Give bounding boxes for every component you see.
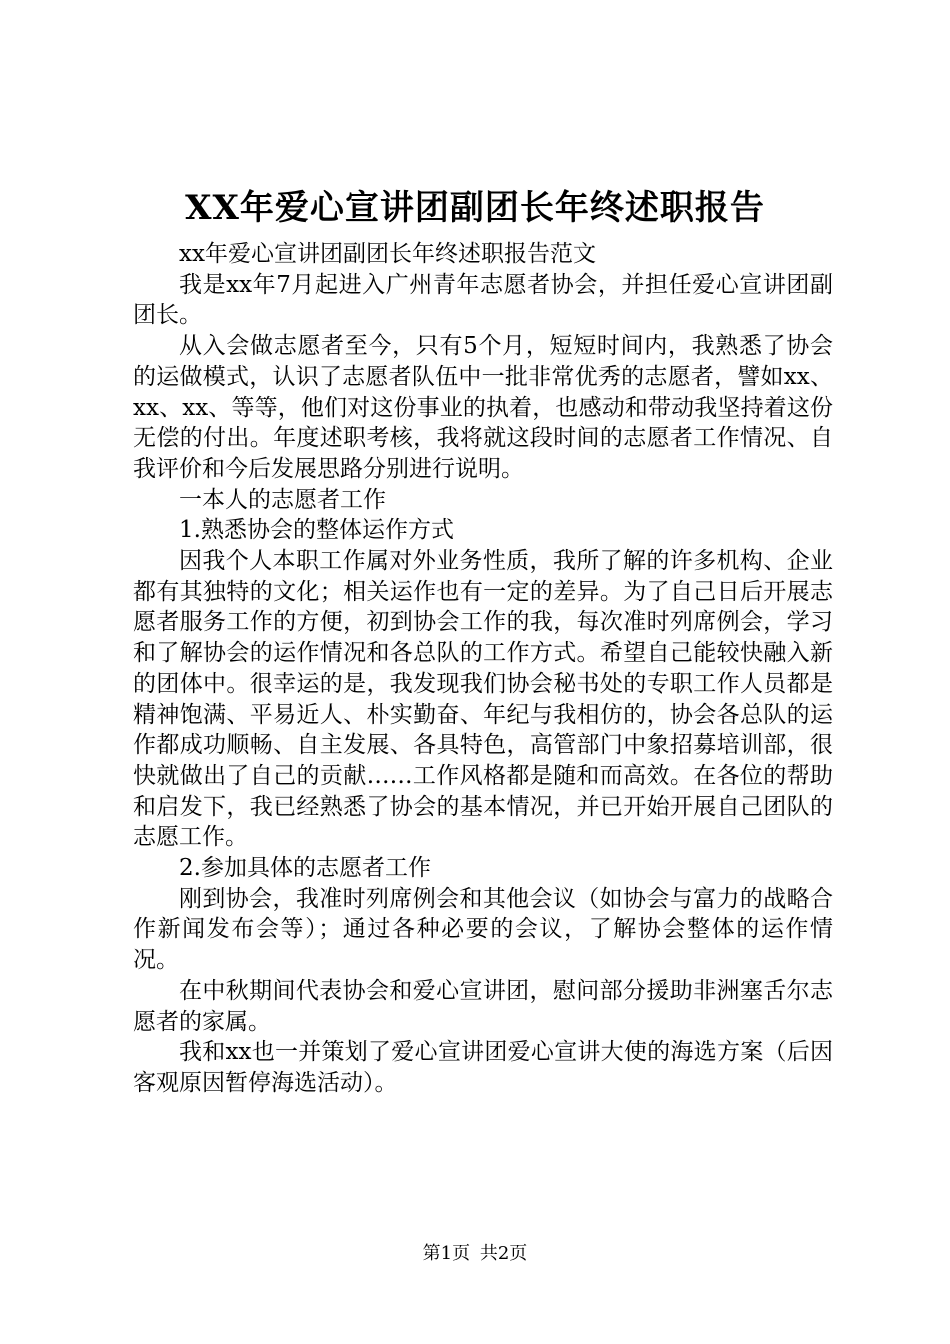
subsection-heading: 1.熟悉协会的整体运作方式 bbox=[179, 517, 454, 544]
page-footer bbox=[0, 1242, 950, 1266]
body-paragraph: 刚到协会，我准时列席例会和其他会议（如协会与富力的战略合作新闻发布会等）；通过各种必要的会议，了解协会整体的运作情况。 bbox=[133, 885, 833, 974]
body-paragraph: 我和xx也一并策划了爱心宣讲团爱心宣讲大使的海选方案（后因客观原因暂停海选活动）。 bbox=[133, 1039, 833, 1096]
subtitle-paragraph: xx年爱心宣讲团副团长年终述职报告范文 bbox=[179, 241, 596, 267]
page-number: 第1页 bbox=[422, 1243, 471, 1264]
document-body bbox=[133, 239, 833, 1099]
body-paragraph: 因我个人本职工作属对外业务性质，我所了解的许多机构、企业都有其独特的文化；相关运作也有一定的差异。为了自己日后开展志愿者服务工作的方便，初到协会工作的我，每次准时列席例会，学习和了解协会的运作情况和各总队的工作方式。希望自己能较快融入新的团体中。很幸运的是，我发现我们协会秘书处的专职工作人员都是精神饱满、平易近人、朴实勤奋、年纪与我相仿的，协会各总队的运作都成功顺畅、自主发展、各具特色，高管部门中象招募培训部，很快就做出了自己的贡献……工作风格都是随和而高效。在各位的帮助和启发下，我已经熟悉了协会的基本情况，并已开始开展自己团队的志愿工作。 bbox=[133, 548, 833, 851]
body-paragraph: 在中秋期间代表协会和爱心宣讲团，慰问部分援助非洲塞舌尔志愿者的家属。 bbox=[133, 977, 833, 1035]
subsection-heading: 2.参加具体的志愿者工作 bbox=[179, 855, 431, 882]
body-paragraph: 我是xx年7月起进入广州青年志愿者协会，并担任爱心宣讲团副团长。 bbox=[133, 271, 833, 329]
section-heading: 一本人的志愿者工作 bbox=[179, 486, 386, 513]
page-total: 共2页 bbox=[479, 1243, 528, 1264]
document-title: XX年爱心宣讲团副团长年终述职报告 bbox=[185, 188, 765, 228]
body-paragraph: 从入会做志愿者至今，只有5个月，短短时间内，我熟悉了协会的运做模式，认识了志愿者队伍中一批非常优秀的志愿者，譬如xx、xx、xx、等等，他们对这份事业的执着，也感动和带动我坚持着这份无偿的付出。年度述职考核，我将就这段时间的志愿者工作情况、自我评价和今后发展思路分别进行说明。 bbox=[133, 333, 833, 482]
